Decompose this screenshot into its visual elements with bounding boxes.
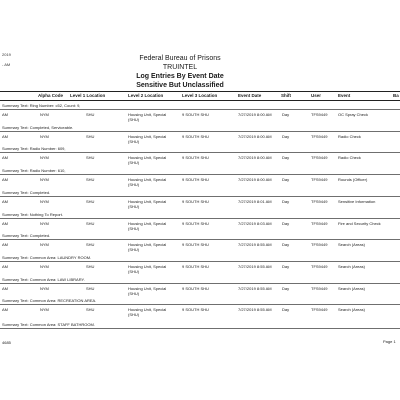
- corner-time-fragment: - AM: [2, 62, 11, 67]
- row-level-1: SHU: [86, 285, 95, 291]
- row-level-1: SHU: [86, 133, 95, 139]
- row-event: Radio Check: [338, 155, 361, 161]
- row-alpha-code: NYM: [40, 307, 49, 313]
- row-shift: Day: [282, 177, 290, 183]
- row-level-2: Housing Unit, Special (SHU): [128, 307, 167, 318]
- row-event: Search (Areas): [338, 307, 365, 313]
- summary-text: Summary Text: Completed, Serviceable.: [2, 124, 74, 130]
- row-event-date: 7/27/2019 8:01 AM: [238, 198, 272, 204]
- row-time: AM: [2, 307, 8, 313]
- summary-text: Summary Text: Radio Number: 610,: [2, 168, 66, 174]
- row-event-date: 7/27/2019 8:00 AM: [238, 112, 272, 117]
- row-level-2: Housing Unit, Special (SHU): [128, 285, 167, 296]
- row-user: TFS9449: [311, 307, 328, 313]
- row-level-2: Housing Unit, Special (SHU): [128, 177, 167, 188]
- row-separator: [0, 218, 400, 219]
- col-level-1: Level 1 Location: [70, 93, 106, 98]
- row-user: TFS9449: [311, 133, 328, 139]
- col-level-2: Level 2 Location: [128, 93, 164, 98]
- row-event: Search (Areas): [338, 263, 365, 269]
- row-event-date: 7/27/2019 8:00 AM: [238, 155, 272, 161]
- footer-doc-number: 4685: [2, 340, 11, 345]
- row-alpha-code: NYM: [40, 285, 49, 291]
- col-event-date: Event Date: [238, 93, 262, 98]
- row-event-date: 7/27/2019 8:00 AM: [238, 133, 272, 139]
- row-alpha-code: NYM: [40, 155, 49, 161]
- row-level-3: 9 SOUTH SHU: [182, 285, 209, 291]
- row-level-2: Housing Unit, Special (SHU): [128, 242, 167, 253]
- row-level-1: SHU: [86, 198, 95, 204]
- row-user: TFS9449: [311, 220, 328, 226]
- row-level-1: SHU: [86, 242, 95, 248]
- row-event: Search (Areas): [338, 242, 365, 248]
- row-level-1: SHU: [86, 177, 95, 183]
- col-shift: Shift: [281, 93, 291, 98]
- summary-text: Summary Text: Completed.: [2, 189, 51, 195]
- agency-name: Federal Bureau of Prisons: [139, 55, 221, 62]
- row-shift: Day: [282, 112, 290, 117]
- row-level-2: Housing Unit, Special (SHU): [128, 263, 167, 274]
- row-user: TFS9449: [311, 198, 328, 204]
- summary-text: Summary Text: Ring Number: c52, Count: 9,: [2, 103, 81, 108]
- header-top-rule: [0, 91, 400, 92]
- row-event: OC Spray Check: [338, 112, 369, 117]
- report-title: Log Entries By Event Date: [136, 73, 224, 80]
- row-event-date: 7/27/2019 8:55 AM: [238, 307, 272, 313]
- row-level-3: 9 SOUTH SHU: [182, 198, 209, 204]
- row-alpha-code: NYM: [40, 133, 49, 139]
- classification-label: Sensitive But Unclassified: [136, 82, 224, 89]
- row-level-3: 9 SOUTH SHU: [182, 307, 209, 313]
- corner-date-fragment: 2019: [2, 52, 11, 57]
- row-level-3: 9 SOUTH SHU: [182, 155, 209, 161]
- row-alpha-code: NYM: [40, 242, 49, 248]
- row-level-1: SHU: [86, 307, 95, 313]
- row-separator: [0, 196, 400, 197]
- row-shift: Day: [282, 220, 290, 226]
- row-shift: Day: [282, 242, 290, 248]
- header-bottom-rule: [0, 100, 400, 101]
- col-alpha-code: Alpha Code: [38, 93, 64, 98]
- row-event: Fire and Security Check: [338, 220, 381, 226]
- row-event: Search (Areas): [338, 285, 365, 291]
- row-user: TFS9449: [311, 112, 328, 117]
- row-event: Radio Check: [338, 133, 361, 139]
- row-time: AM: [2, 112, 8, 117]
- col-level-3: Level 3 Location: [182, 93, 218, 98]
- row-shift: Day: [282, 285, 290, 291]
- row-shift: Day: [282, 133, 290, 139]
- row-level-1: SHU: [86, 263, 95, 269]
- row-level-3: 9 SOUTH SHU: [182, 242, 209, 248]
- row-shift: Day: [282, 263, 290, 269]
- summary-text: Summary Text: Common Area: LAW LIBRARY.: [2, 276, 85, 282]
- summary-text: Summary Text: Completed.: [2, 233, 51, 239]
- row-alpha-code: NYM: [40, 198, 49, 204]
- row-alpha-code: NYM: [40, 112, 49, 117]
- col-event: Event: [338, 93, 351, 98]
- row-level-1: SHU: [86, 155, 95, 161]
- row-level-1: SHU: [86, 112, 95, 117]
- row-event: Sensitive Information: [338, 198, 376, 204]
- summary-text: Summary Text: Radio Number: 609,: [2, 146, 66, 152]
- row-user: TFS9449: [311, 285, 328, 291]
- row-separator: [0, 131, 400, 132]
- summary-text: Summary Text: Nothing To Report.: [2, 211, 63, 217]
- summary-text: Summary Text: Common Area: LAUNDRY ROOM.: [2, 254, 92, 260]
- row-user: TFS9449: [311, 177, 328, 183]
- row-separator: [0, 283, 400, 284]
- row-separator: [0, 109, 400, 110]
- row-separator: [0, 304, 400, 305]
- row-event-date: 7/27/2019 8:55 AM: [238, 263, 272, 269]
- summary-text: Summary Text: Common Area: RECREATION AREA.: [2, 298, 97, 304]
- col-ba: Ba: [393, 93, 399, 98]
- row-level-3: 9 SOUTH SHU: [182, 177, 209, 183]
- row-event: Rounds (Officer): [338, 177, 368, 183]
- row-level-2: Housing Unit, Special (SHU): [128, 220, 167, 231]
- row-shift: Day: [282, 198, 290, 204]
- row-separator: [0, 152, 400, 153]
- col-user: User: [311, 93, 322, 98]
- row-level-2: Housing Unit, Special (SHU): [128, 133, 167, 144]
- row-time: AM: [2, 242, 8, 248]
- row-time: AM: [2, 285, 8, 291]
- row-time: AM: [2, 155, 8, 161]
- row-level-2: Housing Unit, Special (SHU): [128, 155, 167, 166]
- row-separator: [0, 239, 400, 240]
- row-alpha-code: NYM: [40, 220, 49, 226]
- row-level-3: 9 SOUTH SHU: [182, 220, 209, 226]
- row-user: TFS9449: [311, 155, 328, 161]
- row-event-date: 7/27/2019 8:55 AM: [238, 285, 272, 291]
- row-level-2: Housing Unit, Special (SHU): [128, 198, 167, 209]
- row-separator: [0, 174, 400, 175]
- footer-page-number: Page 1: [383, 339, 396, 344]
- row-event-date: 7/27/2019 8:55 AM: [238, 242, 272, 248]
- row-shift: Day: [282, 155, 290, 161]
- row-time: AM: [2, 177, 8, 183]
- row-time: AM: [2, 263, 8, 269]
- row-level-3: 9 SOUTH SHU: [182, 263, 209, 269]
- row-alpha-code: NYM: [40, 177, 49, 183]
- row-user: TFS9449: [311, 242, 328, 248]
- summary-text-final: Summary Text: Common Area: STAFF BATHROOM.: [2, 322, 95, 327]
- row-time: AM: [2, 220, 8, 226]
- row-alpha-code: NYM: [40, 263, 49, 269]
- row-level-1: SHU: [86, 220, 95, 226]
- row-event-date: 7/27/2019 8:03 AM: [238, 220, 272, 226]
- row-level-3: 9 SOUTH SHU: [182, 112, 209, 117]
- row-event-date: 7/27/2019 8:00 AM: [238, 177, 272, 183]
- row-level-2: Housing Unit, Special (SHU): [128, 112, 167, 122]
- row-separator: [0, 261, 400, 262]
- row-time: AM: [2, 133, 8, 139]
- system-name: TRUINTEL: [162, 64, 198, 71]
- row-time: AM: [2, 198, 8, 204]
- row-separator: [0, 328, 400, 329]
- row-level-3: 9 SOUTH SHU: [182, 133, 209, 139]
- row-shift: Day: [282, 307, 290, 313]
- row-user: TFS9449: [311, 263, 328, 269]
